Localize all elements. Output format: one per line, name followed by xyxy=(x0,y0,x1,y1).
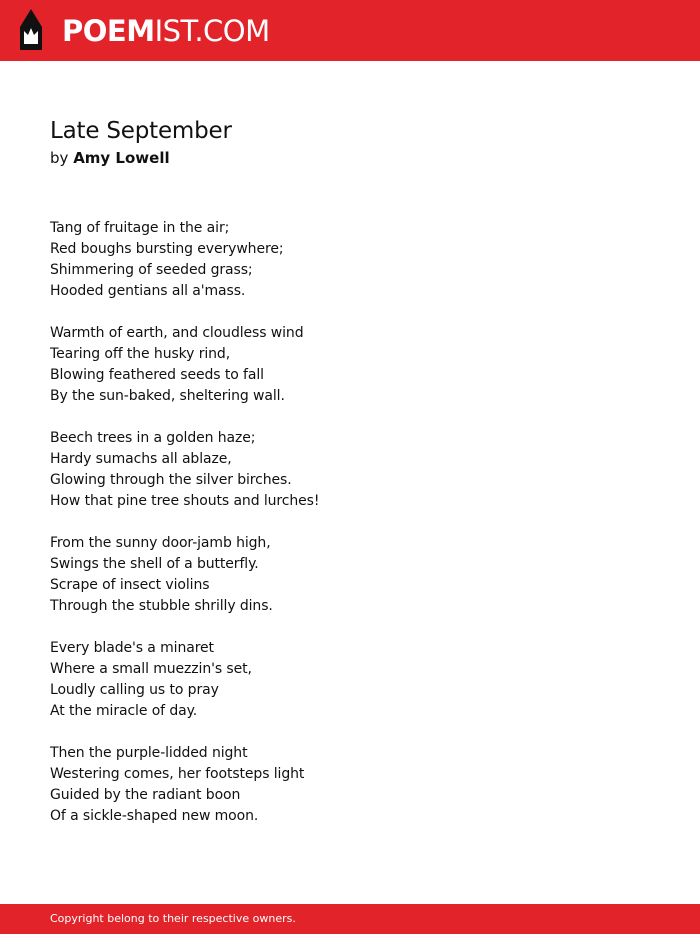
poem-line: Hooded gentians all a'mass. xyxy=(50,283,246,299)
brand-light-text: IST.COM xyxy=(154,14,270,48)
pencil-icon xyxy=(18,9,44,51)
poem-line: Tang of fruitage in the air; xyxy=(50,220,230,236)
poem-stanza xyxy=(50,323,650,407)
copyright-text: Copyright belong to their respective owners. xyxy=(50,912,296,925)
poem-line: Warmth of earth, and cloudless wind xyxy=(50,325,304,341)
poem-line: Hardy sumachs all ablaze, xyxy=(50,451,232,467)
site-header xyxy=(0,0,700,61)
poem-line: Where a small muezzin's set, xyxy=(50,661,252,677)
poem-line: Through the stubble shrilly dins. xyxy=(50,598,273,614)
poem-line: Tearing off the husky rind, xyxy=(50,346,231,362)
byline xyxy=(50,148,170,169)
poem-line: From the sunny door-jamb high, xyxy=(50,535,271,551)
poem-stanza xyxy=(50,743,650,827)
poem-line: Loudly calling us to pray xyxy=(50,682,219,698)
poem-stanza xyxy=(50,533,650,617)
poem-title: Late September xyxy=(50,118,232,144)
site-footer xyxy=(0,904,700,934)
poem-stanza xyxy=(50,638,650,722)
site-logo[interactable] xyxy=(62,13,270,49)
poem-stanza xyxy=(50,218,650,302)
poem-line: By the sun-baked, sheltering wall. xyxy=(50,388,285,404)
byline-prefix: by xyxy=(50,149,69,167)
poem-line: Guided by the radiant boon xyxy=(50,787,241,803)
poem-line: Then the purple-lidded night xyxy=(50,745,248,761)
poem-line: Swings the shell of a butterfly. xyxy=(50,556,259,572)
poem-line: Beech trees in a golden haze; xyxy=(50,430,256,446)
poem-body xyxy=(50,218,650,848)
brand-bold-text: POEM xyxy=(62,14,155,48)
poem-line: Glowing through the silver birches. xyxy=(50,472,292,488)
poem-line: Shimmering of seeded grass; xyxy=(50,262,253,278)
poem-line: Red boughs bursting everywhere; xyxy=(50,241,284,257)
author-name: Amy Lowell xyxy=(73,149,170,167)
poem-line: Of a sickle-shaped new moon. xyxy=(50,808,259,824)
poem-line: Westering comes, her footsteps light xyxy=(50,766,305,782)
poem-line: Every blade's a minaret xyxy=(50,640,214,656)
poem-line: How that pine tree shouts and lurches! xyxy=(50,493,320,509)
poem-line: At the miracle of day. xyxy=(50,703,198,719)
poem-stanza xyxy=(50,428,650,512)
poem-line: Blowing feathered seeds to fall xyxy=(50,367,264,383)
poem-line: Scrape of insect violins xyxy=(50,577,210,593)
